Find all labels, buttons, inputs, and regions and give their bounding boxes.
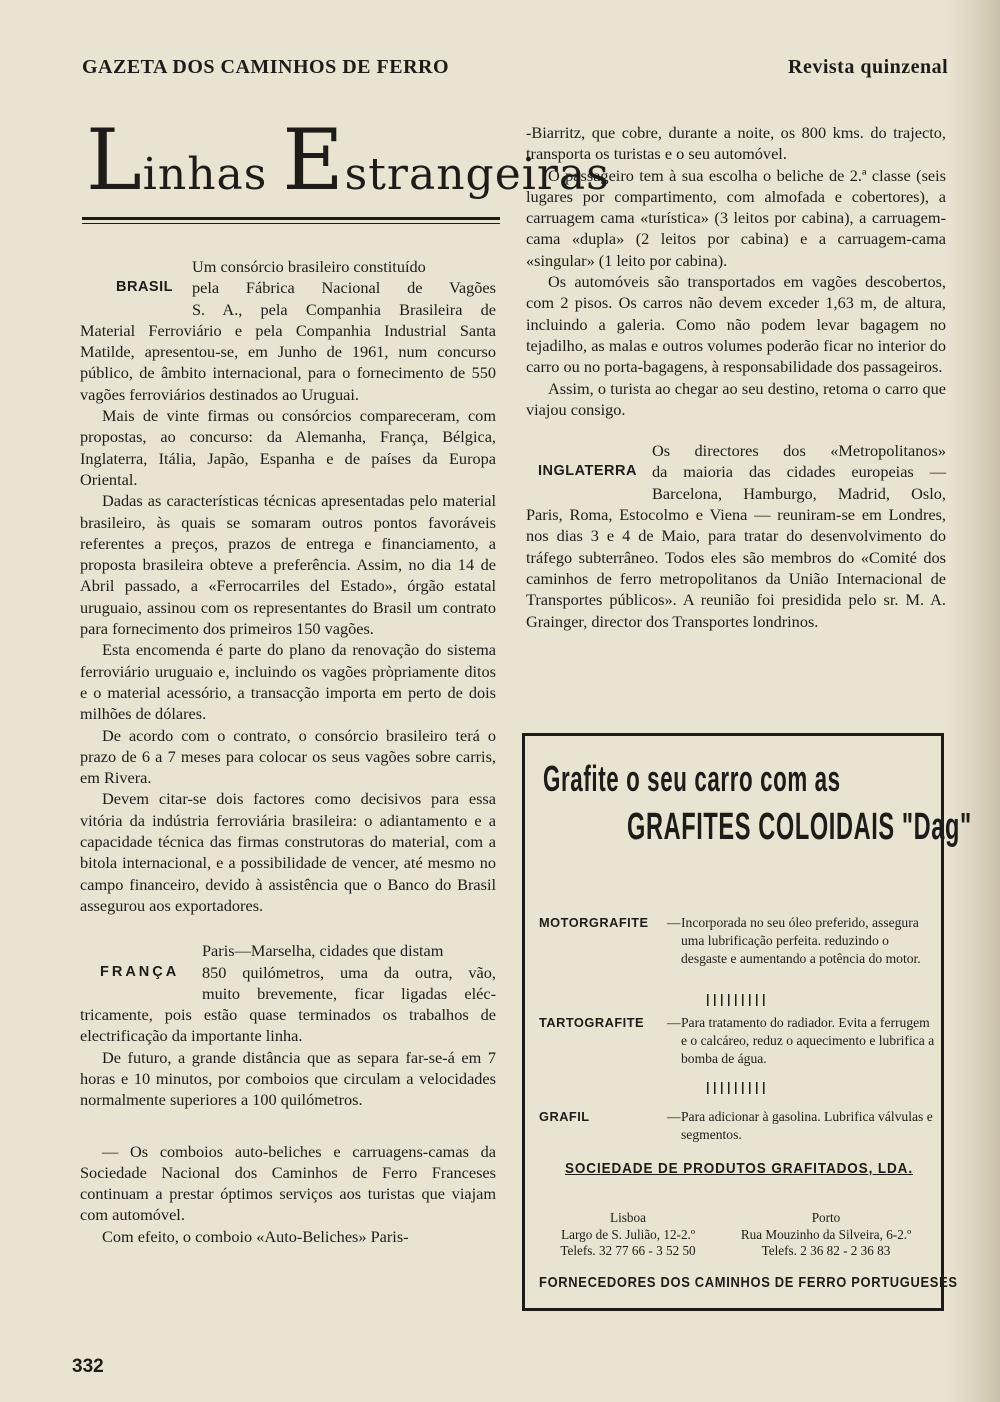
franca-line-3: muito brevemente, ficar ligadas eléc- (202, 983, 496, 1003)
page-number: 332 (72, 1356, 104, 1377)
brasil-section (80, 256, 496, 916)
title-word-2: strangeiras (344, 149, 610, 200)
franca-paragraph-1: tricamente, pois estão quase terminados os trabalhos de electrificação da importante linha. (80, 1005, 496, 1046)
ad-product-dash: — (667, 1109, 681, 1124)
franca-paragraph-4: Com efeito, o comboio «Auto-Beliches» Paris- (102, 1226, 409, 1246)
title-initial-e: E (282, 111, 345, 209)
ad-separator (707, 1082, 767, 1094)
title-rule-thick (82, 217, 500, 220)
country-label-brasil: BRASIL (116, 279, 173, 296)
ad-product-name: MOTORGRAFITE (539, 915, 649, 930)
franca-line-1: Paris—Marselha, cidades que distam (202, 941, 444, 961)
ad-product (539, 914, 935, 968)
inglaterra-line-3: Barcelona, Hamburgo, Madrid, Oslo, (652, 483, 946, 503)
brasil-paragraph-5: De acordo com o contrato, o consórcio brasileiro terá o prazo de 6 a 7 meses para colocar os seus vagões sobre carris, em Rivera. (80, 725, 496, 788)
left-column (80, 256, 496, 1247)
ad-office-city: Porto (811, 1210, 841, 1225)
ad-office-phones: Telefs. 32 77 66 - 3 52 50 (560, 1243, 696, 1258)
franca-paragraph-7: Os automóveis são transportados em vagões descobertos, com 2 pisos. Os carros não devem exceder 1,63 m, de altura, incluindo a galeria. Como não podem levar bagagem no tejadilho, as malas e outros volumes poderão ficar no interior do carro ou no porta-bagagens, à responsabilidade dos passageiros. (526, 272, 946, 377)
ad-office-porto (721, 1210, 931, 1260)
ad-product (539, 1108, 935, 1144)
franca-line-2: 850 quilómetros, uma da outra, vão, (202, 962, 496, 982)
running-head-subtitle: Revista quinzenal (788, 56, 949, 78)
franca-paragraph-5: -Biarritz, que cobre, durante a noite, os 800 kms. do trajecto, transporta os turistas e o seu automóvel. (526, 123, 946, 164)
title-rule-thin (82, 223, 500, 224)
franca-paragraph-6: O passageiro tem à sua escolha o beliche de 2.ª classe (seis lugares por compartimento, com almofada e cobertores), a carruagem cama «turística» (3 leitos por cabina), a carruagem-cama «dupla» (2 leitos por cabina) e a carruagem-cama «singular» (1 leito por cabina). (526, 165, 946, 270)
running-head-title: GAZETA DOS CAMINHOS DE FERRO (82, 56, 450, 78)
ad-product-name: TARTOGRAFITE (539, 1015, 645, 1030)
brasil-line-3: S. A., pela Companhia Brasileira de (192, 299, 496, 319)
ad-product-dash: — (667, 1015, 681, 1030)
franca-paragraph-3: — Os comboios auto-beliches e carruagens-camas da Sociedade Nacional dos Caminhos de Ferro Franceses continuam a prestar óptimos serviços aos turistas que viajam com automóvel. (80, 1141, 496, 1225)
brasil-paragraph-2: Mais de vinte firmas ou consórcios compareceram, com propostas, ao concurso: da Alemanha, França, Bélgica, Inglaterra, Itália, Japão, Espanha e de países da Europa Oriental. (80, 406, 496, 489)
section-title-text (82, 111, 610, 215)
franca-paragraph-2: De futuro, a grande distância que as separa far-se-á em 7 horas e 10 minutos, por comboios que circulam a velocidades normalmente superiores a 100 quilómetros. (80, 1047, 496, 1110)
country-label-franca: FRANÇA (100, 963, 180, 980)
ad-office-address: Rua Mouzinho da Silveira, 6-2.º (740, 1226, 912, 1242)
ad-office-address: Largo de S. Julião, 12-2.º (561, 1226, 695, 1242)
ad-headline: Grafite o seu carro com as (543, 758, 841, 799)
ad-office-city: Lisboa (610, 1210, 646, 1225)
franca-section (80, 940, 496, 1247)
ad-office-phones: Telefs. 2 36 82 - 2 36 83 (761, 1243, 891, 1258)
brasil-paragraph-1: Material Ferroviário e pela Companhia Industrial Santa Matilde, apresentou-se, em Junho de 1961, num concurso público, de âmbito internacional, para o fornecimento de 550 vagões ferroviários destinados ao Uruguai. (80, 320, 496, 404)
brasil-line-1: Um consórcio brasileiro constituído (192, 257, 426, 276)
brasil-paragraph-4: Esta encomenda é parte do plano da renovação do sistema ferroviário uruguaio e, incluindo os vagões pròpriamente ditos e o material acessório, a transacção importa em perto de dois milhões de dólares. (80, 640, 496, 724)
inglaterra-line-1: Os directores dos «Metropolitanos» (652, 441, 946, 461)
inglaterra-section (526, 440, 946, 632)
franca-paragraph-8: Assim, o turista ao chegar ao seu destino, retoma o carro que viajou consigo. (526, 378, 946, 419)
brasil-paragraph-6: Devem citar-se dois factores como decisivos para essa vitória da indústria ferroviária brasileira: o adiantamento e a capacidade técnica das firmas construtoras do material, com a bitola internacional, e a possibilidade de vencer, até mesmo no campo financeiro, devido à assistência que o Banco do Brasil assegurou aos exportadores. (80, 789, 496, 915)
inglaterra-line-2: da maioria das cidades europeias — (652, 462, 946, 482)
ad-product-desc: Incorporada no seu óleo preferido, assegura uma lubrificação perfeita. reduzindo o desgaste e aumentando a potência do motor. (681, 915, 921, 966)
advertisement (522, 733, 972, 1311)
ad-product-desc: Para adicionar à gasolina. Lubrifica válvulas e segmentos. (681, 1109, 933, 1142)
ad-office-lisboa (533, 1210, 723, 1260)
ad-separator (707, 994, 767, 1006)
title-initial-l: L (86, 111, 143, 209)
title-word-1: inhas (142, 149, 268, 200)
inglaterra-paragraph-1: Paris, Roma, Estocolmo e Viena — reuniram-se em Londres, nos dias 3 e 4 de Maio, para tratar do desenvolvimento do tráfego subterrâneo. Todos eles são membros do «Comité dos caminhos de ferro metropolitanos da União Internacional de Transportes públicos». A reunião foi presidida pelo sr. M. A. Grainger, director dos Transportes londrinos. (526, 505, 946, 631)
ad-product-dash: — (667, 915, 681, 930)
page-edge-shadow (948, 0, 1000, 1402)
right-column (526, 122, 946, 632)
ad-company-name: SOCIEDADE DE PRODUTOS GRAFITADOS, LDA. (565, 1160, 913, 1177)
ad-product-desc: Para tratamento do radiador. Evita a ferrugem e o calcáreo, reduz o aquecimento e lubrifica a bomba de água. (681, 1015, 935, 1066)
section-title (82, 111, 610, 224)
brasil-line-2: pela Fábrica Nacional de Vagões (192, 278, 496, 298)
ad-product-name: GRAFIL (539, 1109, 590, 1124)
ad-product (539, 1014, 935, 1068)
ad-footer-slogan: FORNECEDORES DOS CAMINHOS DE FERRO PORTUGUESES (539, 1274, 958, 1291)
country-label-inglaterra: INGLATERRA (538, 463, 637, 480)
brasil-paragraph-3: Dadas as características técnicas apresentadas pelo material brasileiro, às quais se somaram outros pontos favoráveis referentes a preços, prazos de entrega e financiamento, a proposta brasileira obteve a preferência. Assim, no dia 14 de Abril passado, a «Ferrocarriles del Estado», órgão estatal uruguaio, assinou com os representantes do Brasil um contrato para fornecimento dos primeiros 150 vagões. (80, 491, 496, 639)
ad-brand-headline: GRAFITES COLOIDAIS "Dag" (627, 806, 972, 848)
